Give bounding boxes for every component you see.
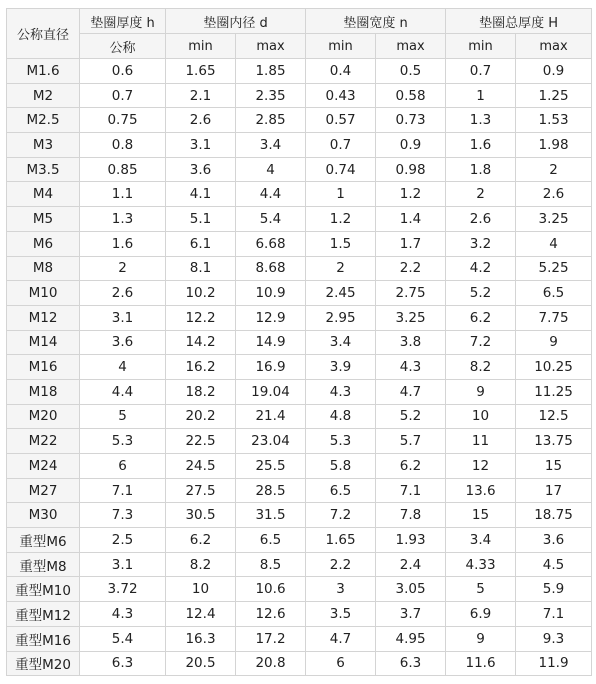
cell-total-thickness-min: 0.7 (446, 59, 516, 84)
cell-inner-diameter-max: 28.5 (236, 478, 306, 503)
cell-inner-diameter-min: 8.1 (166, 256, 236, 281)
cell-total-thickness-max: 5.9 (516, 577, 592, 602)
cell-width-max: 0.98 (376, 157, 446, 182)
subheader-nominal: 公称 (80, 34, 166, 59)
cell-width-min: 4.7 (306, 626, 376, 651)
cell-total-thickness-max: 4.5 (516, 552, 592, 577)
cell-width-max: 3.7 (376, 602, 446, 627)
cell-thickness-nominal: 3.6 (80, 330, 166, 355)
cell-inner-diameter-max: 1.85 (236, 59, 306, 84)
cell-width-max: 1.93 (376, 528, 446, 553)
header-group-total-thickness: 垫圈总厚度 H (446, 9, 592, 34)
cell-total-thickness-max: 3.6 (516, 528, 592, 553)
cell-total-thickness-min: 12 (446, 454, 516, 479)
cell-nominal-diameter: M18 (7, 379, 80, 404)
table-body (7, 59, 592, 676)
cell-nominal-diameter: M2 (7, 83, 80, 108)
cell-width-min: 6 (306, 651, 376, 676)
table-row (7, 552, 592, 577)
cell-inner-diameter-max: 12.6 (236, 602, 306, 627)
cell-width-min: 1 (306, 182, 376, 207)
cell-width-min: 5.3 (306, 429, 376, 454)
cell-nominal-diameter: 重型M10 (7, 577, 80, 602)
cell-total-thickness-min: 4.2 (446, 256, 516, 281)
cell-thickness-nominal: 2 (80, 256, 166, 281)
cell-inner-diameter-min: 2.6 (166, 108, 236, 133)
cell-width-max: 0.5 (376, 59, 446, 84)
cell-inner-diameter-max: 12.9 (236, 305, 306, 330)
cell-thickness-nominal: 0.6 (80, 59, 166, 84)
cell-width-max: 7.8 (376, 503, 446, 528)
cell-width-max: 3.8 (376, 330, 446, 355)
table-row (7, 256, 592, 281)
cell-thickness-nominal: 0.85 (80, 157, 166, 182)
cell-total-thickness-max: 18.75 (516, 503, 592, 528)
washer-spec-table (6, 8, 592, 676)
cell-thickness-nominal: 5.4 (80, 626, 166, 651)
cell-total-thickness-max: 4 (516, 231, 592, 256)
cell-thickness-nominal: 7.1 (80, 478, 166, 503)
cell-thickness-nominal: 2.6 (80, 281, 166, 306)
cell-width-min: 0.74 (306, 157, 376, 182)
cell-inner-diameter-max: 4.4 (236, 182, 306, 207)
cell-total-thickness-min: 1.6 (446, 133, 516, 158)
cell-total-thickness-max: 2 (516, 157, 592, 182)
cell-inner-diameter-max: 19.04 (236, 379, 306, 404)
cell-width-min: 0.57 (306, 108, 376, 133)
cell-total-thickness-min: 10 (446, 404, 516, 429)
cell-width-min: 3.5 (306, 602, 376, 627)
cell-nominal-diameter: M14 (7, 330, 80, 355)
cell-width-max: 5.7 (376, 429, 446, 454)
header-row-sub (7, 34, 592, 59)
cell-thickness-nominal: 2.5 (80, 528, 166, 553)
cell-width-min: 2 (306, 256, 376, 281)
cell-inner-diameter-min: 12.4 (166, 602, 236, 627)
cell-inner-diameter-min: 6.1 (166, 231, 236, 256)
subheader-max: max (516, 34, 592, 59)
cell-inner-diameter-min: 2.1 (166, 83, 236, 108)
cell-total-thickness-min: 7.2 (446, 330, 516, 355)
cell-inner-diameter-min: 18.2 (166, 379, 236, 404)
cell-width-min: 4.3 (306, 379, 376, 404)
table-row (7, 602, 592, 627)
cell-thickness-nominal: 1.6 (80, 231, 166, 256)
cell-inner-diameter-max: 2.35 (236, 83, 306, 108)
cell-nominal-diameter: 重型M6 (7, 528, 80, 553)
cell-nominal-diameter: M2.5 (7, 108, 80, 133)
cell-inner-diameter-max: 8.68 (236, 256, 306, 281)
cell-inner-diameter-min: 8.2 (166, 552, 236, 577)
table-row (7, 231, 592, 256)
cell-nominal-diameter: 重型M8 (7, 552, 80, 577)
cell-nominal-diameter: M12 (7, 305, 80, 330)
table-row (7, 157, 592, 182)
cell-inner-diameter-min: 14.2 (166, 330, 236, 355)
cell-inner-diameter-min: 5.1 (166, 207, 236, 232)
cell-inner-diameter-max: 6.68 (236, 231, 306, 256)
cell-inner-diameter-min: 30.5 (166, 503, 236, 528)
table-row (7, 133, 592, 158)
cell-total-thickness-min: 2.6 (446, 207, 516, 232)
cell-inner-diameter-min: 3.1 (166, 133, 236, 158)
table-row (7, 207, 592, 232)
cell-nominal-diameter: M27 (7, 478, 80, 503)
cell-width-min: 1.5 (306, 231, 376, 256)
cell-inner-diameter-min: 22.5 (166, 429, 236, 454)
cell-inner-diameter-max: 25.5 (236, 454, 306, 479)
washer-spec-table-container (6, 8, 592, 676)
table-row (7, 503, 592, 528)
cell-total-thickness-min: 15 (446, 503, 516, 528)
cell-thickness-nominal: 1.3 (80, 207, 166, 232)
cell-width-max: 2.75 (376, 281, 446, 306)
cell-inner-diameter-max: 16.9 (236, 355, 306, 380)
cell-nominal-diameter: M1.6 (7, 59, 80, 84)
cell-nominal-diameter: M22 (7, 429, 80, 454)
table-row (7, 454, 592, 479)
cell-inner-diameter-min: 1.65 (166, 59, 236, 84)
subheader-min: min (166, 34, 236, 59)
cell-width-max: 1.7 (376, 231, 446, 256)
cell-nominal-diameter: M6 (7, 231, 80, 256)
cell-total-thickness-max: 12.5 (516, 404, 592, 429)
cell-total-thickness-min: 11.6 (446, 651, 516, 676)
cell-total-thickness-max: 11.25 (516, 379, 592, 404)
table-row (7, 330, 592, 355)
cell-inner-diameter-min: 16.3 (166, 626, 236, 651)
cell-inner-diameter-max: 10.6 (236, 577, 306, 602)
cell-width-min: 3.9 (306, 355, 376, 380)
header-group-width: 垫圈宽度 n (306, 9, 446, 34)
cell-width-min: 2.95 (306, 305, 376, 330)
cell-width-max: 0.58 (376, 83, 446, 108)
cell-inner-diameter-min: 20.2 (166, 404, 236, 429)
cell-inner-diameter-max: 20.8 (236, 651, 306, 676)
cell-total-thickness-max: 15 (516, 454, 592, 479)
cell-inner-diameter-max: 10.9 (236, 281, 306, 306)
cell-thickness-nominal: 7.3 (80, 503, 166, 528)
cell-total-thickness-min: 13.6 (446, 478, 516, 503)
cell-inner-diameter-min: 24.5 (166, 454, 236, 479)
cell-total-thickness-max: 7.75 (516, 305, 592, 330)
cell-total-thickness-min: 1 (446, 83, 516, 108)
cell-width-min: 2.45 (306, 281, 376, 306)
cell-thickness-nominal: 4.3 (80, 602, 166, 627)
table-row (7, 108, 592, 133)
cell-total-thickness-max: 9.3 (516, 626, 592, 651)
cell-total-thickness-min: 5.2 (446, 281, 516, 306)
cell-total-thickness-min: 3.2 (446, 231, 516, 256)
cell-inner-diameter-min: 20.5 (166, 651, 236, 676)
cell-width-min: 3.4 (306, 330, 376, 355)
cell-total-thickness-max: 13.75 (516, 429, 592, 454)
cell-thickness-nominal: 0.7 (80, 83, 166, 108)
cell-nominal-diameter: M24 (7, 454, 80, 479)
cell-total-thickness-min: 4.33 (446, 552, 516, 577)
cell-width-max: 1.4 (376, 207, 446, 232)
cell-nominal-diameter: 重型M12 (7, 602, 80, 627)
cell-thickness-nominal: 4 (80, 355, 166, 380)
header-group-inner-diameter: 垫圈内径 d (166, 9, 306, 34)
table-header (7, 9, 592, 59)
table-row (7, 429, 592, 454)
cell-inner-diameter-max: 31.5 (236, 503, 306, 528)
cell-width-min: 4.8 (306, 404, 376, 429)
cell-width-min: 6.5 (306, 478, 376, 503)
cell-width-min: 1.65 (306, 528, 376, 553)
cell-total-thickness-min: 6.9 (446, 602, 516, 627)
cell-width-max: 5.2 (376, 404, 446, 429)
table-row (7, 626, 592, 651)
cell-nominal-diameter: M20 (7, 404, 80, 429)
table-row (7, 83, 592, 108)
cell-width-max: 6.2 (376, 454, 446, 479)
table-row (7, 355, 592, 380)
cell-width-min: 5.8 (306, 454, 376, 479)
cell-total-thickness-min: 3.4 (446, 528, 516, 553)
cell-thickness-nominal: 6.3 (80, 651, 166, 676)
cell-width-max: 0.73 (376, 108, 446, 133)
table-row (7, 59, 592, 84)
cell-nominal-diameter: M30 (7, 503, 80, 528)
cell-inner-diameter-max: 4 (236, 157, 306, 182)
subheader-max: max (236, 34, 306, 59)
table-row (7, 478, 592, 503)
header-nominal-diameter: 公称直径 (7, 9, 80, 59)
cell-thickness-nominal: 5.3 (80, 429, 166, 454)
cell-nominal-diameter: 重型M16 (7, 626, 80, 651)
cell-width-min: 3 (306, 577, 376, 602)
cell-total-thickness-min: 8.2 (446, 355, 516, 380)
cell-inner-diameter-max: 23.04 (236, 429, 306, 454)
cell-width-max: 6.3 (376, 651, 446, 676)
cell-width-max: 2.2 (376, 256, 446, 281)
cell-thickness-nominal: 0.8 (80, 133, 166, 158)
header-group-thickness: 垫圈厚度 h (80, 9, 166, 34)
cell-inner-diameter-min: 12.2 (166, 305, 236, 330)
cell-width-max: 4.95 (376, 626, 446, 651)
cell-inner-diameter-min: 27.5 (166, 478, 236, 503)
cell-thickness-nominal: 6 (80, 454, 166, 479)
cell-nominal-diameter: M3 (7, 133, 80, 158)
cell-width-min: 0.4 (306, 59, 376, 84)
cell-total-thickness-min: 5 (446, 577, 516, 602)
cell-total-thickness-min: 11 (446, 429, 516, 454)
cell-nominal-diameter: M10 (7, 281, 80, 306)
cell-inner-diameter-max: 14.9 (236, 330, 306, 355)
cell-nominal-diameter: M8 (7, 256, 80, 281)
cell-width-max: 7.1 (376, 478, 446, 503)
cell-width-max: 4.3 (376, 355, 446, 380)
cell-inner-diameter-max: 2.85 (236, 108, 306, 133)
table-row (7, 305, 592, 330)
cell-width-max: 2.4 (376, 552, 446, 577)
cell-nominal-diameter: M5 (7, 207, 80, 232)
cell-total-thickness-max: 9 (516, 330, 592, 355)
cell-width-max: 4.7 (376, 379, 446, 404)
cell-thickness-nominal: 5 (80, 404, 166, 429)
cell-nominal-diameter: M3.5 (7, 157, 80, 182)
cell-inner-diameter-max: 6.5 (236, 528, 306, 553)
cell-total-thickness-max: 3.25 (516, 207, 592, 232)
cell-inner-diameter-min: 10.2 (166, 281, 236, 306)
table-row (7, 182, 592, 207)
table-row (7, 379, 592, 404)
cell-width-max: 1.2 (376, 182, 446, 207)
cell-inner-diameter-max: 8.5 (236, 552, 306, 577)
cell-inner-diameter-max: 21.4 (236, 404, 306, 429)
cell-total-thickness-max: 2.6 (516, 182, 592, 207)
cell-inner-diameter-max: 3.4 (236, 133, 306, 158)
cell-total-thickness-max: 0.9 (516, 59, 592, 84)
table-row (7, 528, 592, 553)
header-row-groups (7, 9, 592, 34)
table-row (7, 651, 592, 676)
cell-total-thickness-max: 6.5 (516, 281, 592, 306)
cell-inner-diameter-min: 10 (166, 577, 236, 602)
cell-width-max: 3.25 (376, 305, 446, 330)
cell-nominal-diameter: M16 (7, 355, 80, 380)
cell-width-max: 3.05 (376, 577, 446, 602)
cell-width-max: 0.9 (376, 133, 446, 158)
cell-thickness-nominal: 3.1 (80, 552, 166, 577)
table-row (7, 404, 592, 429)
cell-total-thickness-max: 7.1 (516, 602, 592, 627)
cell-inner-diameter-max: 5.4 (236, 207, 306, 232)
subheader-min: min (446, 34, 516, 59)
cell-nominal-diameter: 重型M20 (7, 651, 80, 676)
cell-thickness-nominal: 4.4 (80, 379, 166, 404)
cell-total-thickness-max: 5.25 (516, 256, 592, 281)
cell-width-min: 2.2 (306, 552, 376, 577)
cell-total-thickness-max: 11.9 (516, 651, 592, 676)
cell-thickness-nominal: 0.75 (80, 108, 166, 133)
cell-total-thickness-min: 1.3 (446, 108, 516, 133)
cell-inner-diameter-min: 16.2 (166, 355, 236, 380)
cell-width-min: 7.2 (306, 503, 376, 528)
cell-total-thickness-max: 1.98 (516, 133, 592, 158)
subheader-min: min (306, 34, 376, 59)
cell-total-thickness-min: 2 (446, 182, 516, 207)
cell-inner-diameter-min: 4.1 (166, 182, 236, 207)
cell-thickness-nominal: 3.72 (80, 577, 166, 602)
table-row (7, 281, 592, 306)
cell-inner-diameter-min: 6.2 (166, 528, 236, 553)
cell-width-min: 0.7 (306, 133, 376, 158)
cell-inner-diameter-max: 17.2 (236, 626, 306, 651)
cell-width-min: 1.2 (306, 207, 376, 232)
subheader-max: max (376, 34, 446, 59)
cell-total-thickness-max: 1.53 (516, 108, 592, 133)
cell-inner-diameter-min: 3.6 (166, 157, 236, 182)
cell-total-thickness-max: 10.25 (516, 355, 592, 380)
cell-total-thickness-min: 6.2 (446, 305, 516, 330)
table-row (7, 577, 592, 602)
cell-thickness-nominal: 3.1 (80, 305, 166, 330)
cell-total-thickness-min: 9 (446, 626, 516, 651)
cell-width-min: 0.43 (306, 83, 376, 108)
cell-total-thickness-min: 1.8 (446, 157, 516, 182)
cell-total-thickness-min: 9 (446, 379, 516, 404)
cell-total-thickness-max: 1.25 (516, 83, 592, 108)
cell-total-thickness-max: 17 (516, 478, 592, 503)
cell-thickness-nominal: 1.1 (80, 182, 166, 207)
cell-nominal-diameter: M4 (7, 182, 80, 207)
